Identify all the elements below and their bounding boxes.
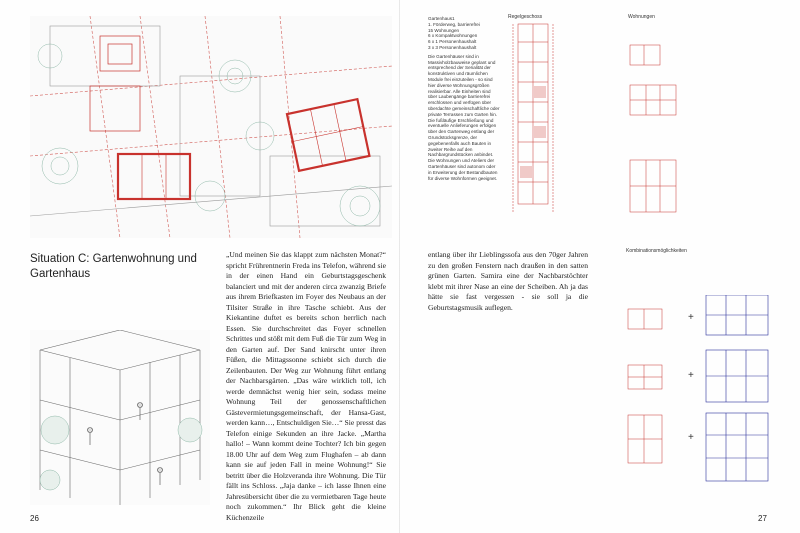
page-number-left: 26 [30,514,39,523]
gartenhaus-info [428,16,500,184]
info-description: Die Gartenhäuser sind in Massivholzbauweise geplant und entsprechend der Serialität der konstruktiven und räumlichen Module frei einzuteilen - so sind hier diverse Wohnungsgrößen realisierbar. Alle Einheiten sind über Laubengänge barrierefrei erschlossen und verfügen über überdachte gemeinschaftliche oder private Terrassen zum Garten hin. Die fußläufige Erschließung und eventuelle Anlieferungen erfolgen über den Gartenweg entlang der Grundstücksgrenze, der gegebenenfalls auch Bauten in zweiter Reihe auf den Nachbargrundstücken anbindet. Die Wohnungen und Ateliers der Gartenhäuser sind autonom oder in Erweiterung der Bestandbauten für diverse Wohnformen geeignet. [428,53,500,181]
info-title: Gartenhaus1 [428,16,455,21]
label-kombinationen: Kombinationsmöglichkeiten [626,248,687,254]
story-text-column-1: „Und meinen Sie das klappt zum nächsten Monat?“ spricht Frührentnerin Freda ins Telefon, während sie in der einen Hand ein Geburtstagsgeschenk balanciert und mit der anderen circa zwanzig Briefe aus ihrem Briefkasten im Foyer des Neubaus an der Tilsiter Straße in ihre Tasche schiebt. Aus der Kiekantine duftet es bereits schon herrlich nach Essen. Sie durchschreitet das Foyer schnellen Schrittes und stößt mit dem Fuß die Tür zum Weg in den Garten auf. Der Sand knirscht unter ihren Füßen, die Mittagssonne schiebt sich durch die Zeilenbauten. Der Weg zur Wohnung führt entlang der Nachbarsgärten. „Das wäre wirklich toll, ich werde demnächst wenig hier sein, sodass meine Wohnung Teil der genossenschaftlichen Gästevermietungsgemeinschaft, der Hansa-Gast, werden kann…, Entschuldigen Sie…“ Sie presst das Telefon einige Sekunden an ihre Jacke. „Martha hallo! – Wann kommt deine Tochter? Ich bin gegen 18.00 Uhr auf dem Weg zum Flughafen – ab dann kann sie auf jeden Fall in meine Wohnung!“ Sie betritt über die Holzveranda ihre Wohnung. Die Tür fällt ins Schloss. „Jaja danke – ich lasse Ihnen eine Jahresübersicht über die zu vermietbaren Tage heute noch zukommen.“ Ihr Blick geht die kleine Küchenzeile [226,250,386,522]
info-line: 6 x 1 Personenhaushalt [428,39,477,45]
info-line: 6 x Kompaktwohnungen [428,33,478,39]
label-wohnungen: Wohnungen [628,14,655,20]
apartment-plans [628,40,678,220]
plus-sign: + [688,370,694,381]
page-number-right: 27 [758,514,767,523]
floor-plan-regelgeschoss [508,22,558,212]
plus-sign: + [688,432,694,443]
info-line: 1. Förderweg, barrierefrei [428,21,480,27]
combination-plans [626,295,776,485]
isometric-illustration [30,330,210,505]
site-plan-drawing [30,16,392,238]
story-text-column-2: entlang über ihr Lieblingssofa aus den 70ger Jahren zu den großen Fenstern nach draußen in den satten grünen Garten. Samira eine der Nachbarstöchter klebt mit ihrer Nase an eine der Scheiben. Ah ja das hätte sie fast vergessen - sie soll ja die Geburtstagsmusik auflegen. [428,250,588,312]
plus-sign: + [688,312,694,323]
info-line: 3 x 3 Personenhaushalt [428,44,477,50]
info-line: 15 Wohnungen [428,27,460,33]
label-regelgeschoss: Regelgeschoss [508,14,543,20]
section-heading: Situation C: Gartenwohnung und Gartenhaus [30,253,197,280]
